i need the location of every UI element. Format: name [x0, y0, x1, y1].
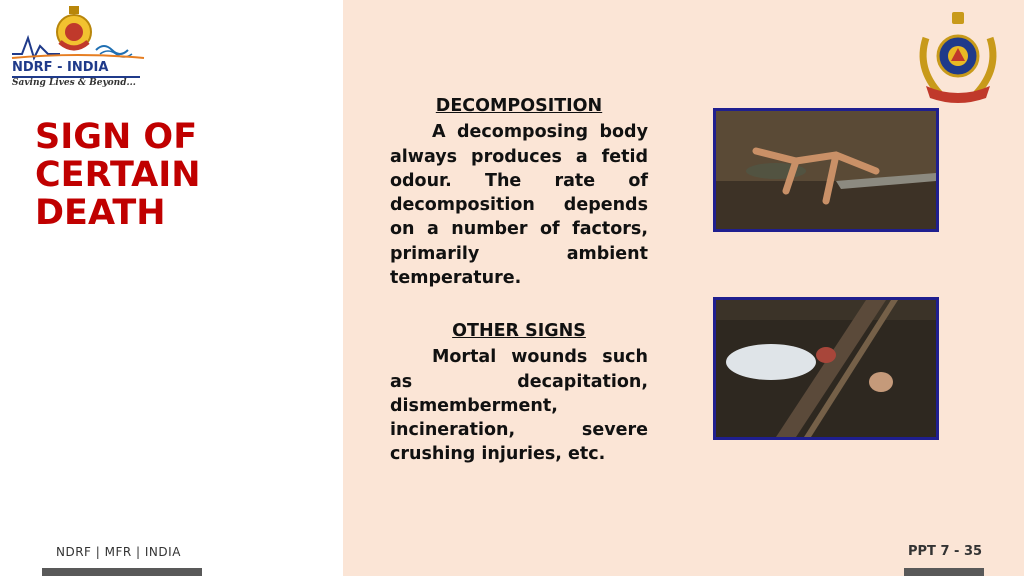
crest-icon — [912, 8, 1004, 108]
slide-title: SIGN OF CERTAIN DEATH — [35, 117, 201, 233]
photo-image — [716, 300, 936, 437]
mortal-wound-photo — [713, 297, 939, 440]
footer-left: NDRF | MFR | INDIA — [56, 545, 181, 559]
other-signs-section — [390, 319, 648, 467]
footer-bar — [42, 568, 202, 576]
decomposition-section — [390, 94, 648, 290]
other-signs-body: Mortal wounds such as decapitation, dismemberment, incineration, severe crushing injuries, etc. — [390, 347, 648, 465]
decomposition-body: A decomposing body always produces a fetid odour. The rate of decomposition depends on a number of factors, primarily ambient temperature. — [390, 122, 648, 289]
slide-number: PPT 7 - 35 — [908, 544, 983, 559]
decomposition-heading: DECOMPOSITION — [435, 96, 603, 116]
footer-bar — [904, 568, 984, 576]
decomposed-body-photo — [713, 108, 939, 232]
logo-name: NDRF - INDIA — [12, 60, 109, 75]
photo-image — [716, 111, 936, 229]
logo-tagline: Saving Lives & Beyond... — [12, 78, 136, 88]
other-signs-heading: OTHER SIGNS — [452, 321, 586, 341]
ndrf-crest — [912, 8, 1004, 108]
